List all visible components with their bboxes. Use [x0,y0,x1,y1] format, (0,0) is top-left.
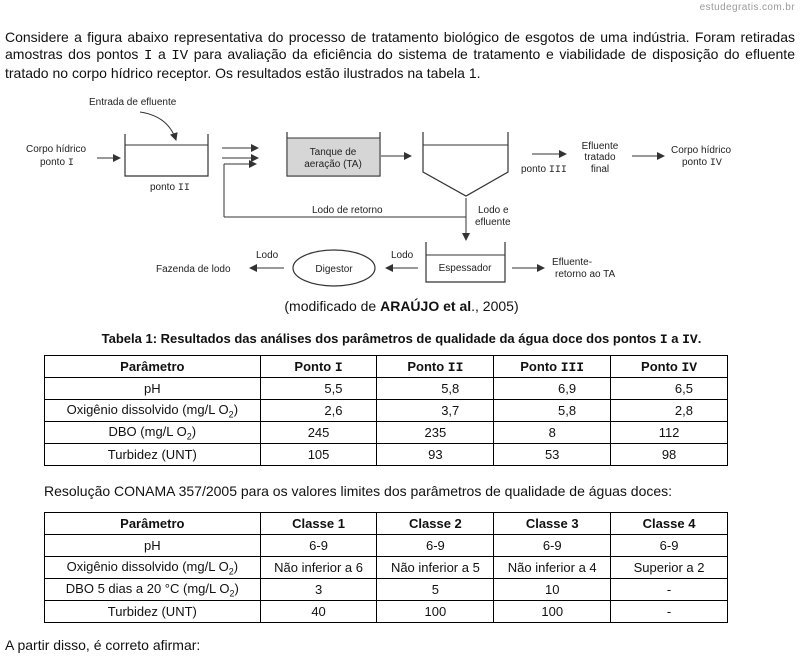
label-ponto-IV: ponto IV [682,157,722,169]
label-tanque-1: Tanque de [309,147,357,158]
table-row [45,535,728,557]
value-cell: 105 [260,444,377,466]
label-fazenda: Fazenda de lodo [156,264,231,275]
value-cell: 6-9 [377,535,494,557]
value-cell: 3,7 [377,400,494,422]
value-cell: Não inferior a 4 [494,557,611,579]
espessador [426,242,505,282]
col-header: Ponto I [260,356,377,378]
value-cell: 93 [377,444,494,466]
value-cell: 6,9 [494,378,611,400]
value-cell: 245 [260,422,377,444]
value-cell: 100 [377,601,494,623]
value-cell: 6-9 [494,535,611,557]
param-cell: DBO (mg/L $O_2$) [45,422,261,444]
table-row [45,601,728,623]
col-header: Classe 4 [611,513,728,535]
label-efluente-lodo: efluente [475,217,511,228]
col-header: Classe 1 [260,513,377,535]
label-espessador: Espessador [438,263,492,274]
value-cell: 98 [611,444,728,466]
label-ponto-I: ponto I [40,157,74,169]
param-cell: pH [45,535,261,557]
value-cell: 53 [494,444,611,466]
value-cell: 6,5 [611,378,728,400]
table2 [44,512,728,623]
param-cell: pH [45,378,261,400]
watermark: estudegratis.com.br [699,2,795,13]
table-row [45,378,728,400]
value-cell: 3 [260,579,377,601]
value-cell: 5,8 [377,378,494,400]
value-cell: 6-9 [260,535,377,557]
value-cell: 5,8 [494,400,611,422]
value-cell: 100 [494,601,611,623]
value-cell: - [611,579,728,601]
label-lodo-e: Lodo e [478,205,509,216]
value-cell: 5,5 [260,378,377,400]
label-retorno-1: Efluente- [552,257,593,268]
label-efluente-2: tratado [584,152,616,163]
table-row [45,444,728,466]
value-cell: - [611,601,728,623]
value-cell: 6-9 [611,535,728,557]
col-header: Parâmetro [45,356,261,378]
label-ponto-II: ponto II [150,182,190,194]
final-prompt: A partir disso, é correto afirmar: [5,637,201,653]
value-cell: Não inferior a 5 [377,557,494,579]
label-efluente-1: Efluente [581,141,619,152]
label-tanque-2: aeração (TA) [304,159,362,170]
table1 [44,355,728,466]
param-cell: Turbidez (UNT) [45,444,261,466]
label-lodo-b: Lodo [391,250,414,261]
figure-caption: (modificado de ARAÚJO et al., 2005) [284,298,519,314]
col-header: Ponto III [494,356,611,378]
label-corpo-hidrico-1: Corpo hídrico [26,144,87,155]
label-ponto-III: ponto III [521,164,567,176]
value-cell: 2,8 [611,400,728,422]
col-header: Classe 3 [494,513,611,535]
label-entrada: Entrada de efluente [89,97,177,108]
table-header-row [45,513,728,535]
value-cell: Não inferior a 6 [260,557,377,579]
value-cell: Superior a 2 [611,557,728,579]
value-cell: 8 [494,422,611,444]
label-lodo-a: Lodo [256,250,279,261]
table-row [45,579,728,601]
label-efluente-3: final [590,164,610,175]
label-lodo-retorno: Lodo de retorno [312,205,383,216]
label-digestor: Digestor [315,264,353,275]
col-header: Ponto II [377,356,494,378]
value-cell: 235 [377,422,494,444]
tank-ponto-II [125,134,208,176]
table-row [45,400,728,422]
col-header: Classe 2 [377,513,494,535]
resolucao-text: Resolução CONAMA 357/2005 para os valores limites dos parâmetros de qualidade de águas doces: [44,483,673,499]
table-row [45,422,728,444]
value-cell: 2,6 [260,400,377,422]
decanter [423,132,508,196]
value-cell: 40 [260,601,377,623]
param-cell: Oxigênio dissolvido (mg/L $O_2$) [45,557,261,579]
intro-paragraph: Considere a figura abaixo representativa do processo de tratamento biológico de esgotos de uma indústria. Foram retiradas amostras dos pontos I a IV para avaliação da eficiência do sistema de tratamento e viabilidade de disposição do efluente tratado no corpo hídrico receptor. Os resultados estão ilustrados na tabela 1. [5,29,795,81]
process-diagram [0,88,803,298]
table-row [45,557,728,579]
param-cell: Oxigênio dissolvido (mg/L $O_2$) [45,400,261,422]
col-header: Parâmetro [45,513,261,535]
col-header: Ponto IV [611,356,728,378]
table1-title: Tabela 1: Resultados das análises dos parâmetros de qualidade da água doce dos pontos I a IV. [101,331,702,347]
label-retorno-2: retorno ao TA [555,269,616,280]
arrow-entrada [140,112,176,140]
value-cell: 10 [494,579,611,601]
param-cell: DBO 5 dias a 20 °C (mg/L $O_2$) [45,579,261,601]
param-cell: Turbidez (UNT) [45,601,261,623]
table-header-row [45,356,728,378]
value-cell: 112 [611,422,728,444]
value-cell: 5 [377,579,494,601]
label-corpo-hidrico-2: Corpo hídrico [671,145,732,156]
